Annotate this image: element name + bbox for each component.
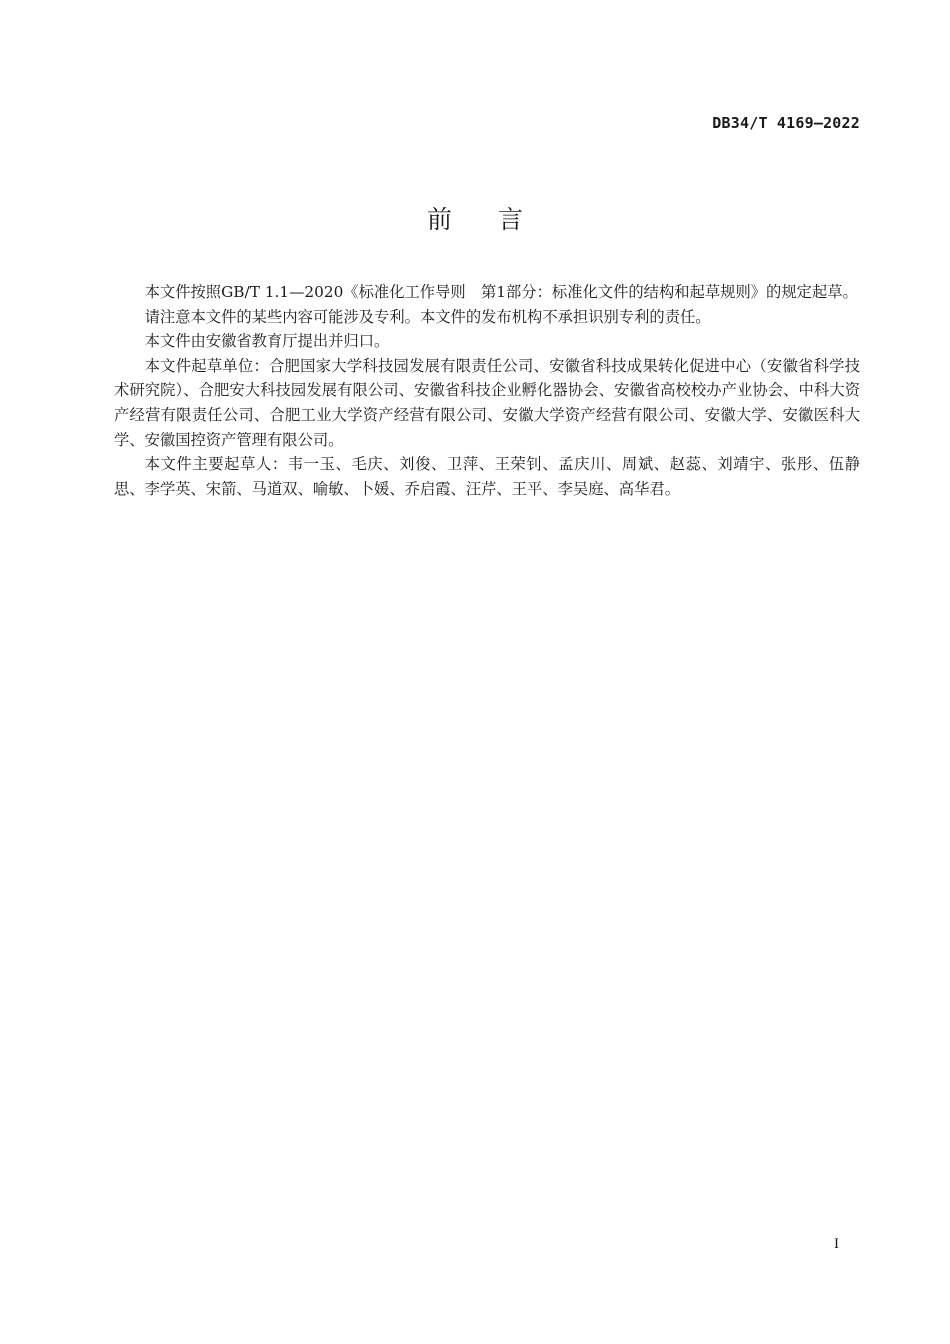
page-number: I: [834, 1236, 839, 1252]
paragraph-drafters: 本文件主要起草人：韦一玉、毛庆、刘俊、卫萍、王荣钊、孟庆川、周斌、赵蕊、刘靖宇、张彤、伍静思、李学英、宋箭、马道双、喻敏、卜媛、乔启霞、汪芹、王平、李吴庭、高华君。: [114, 455, 860, 498]
paragraph-proposer: 本文件由安徽省教育厅提出并归口。: [144, 332, 390, 351]
document-code: DB34/T 4169—2022: [712, 114, 860, 132]
paragraph-patent-notice: 请注意本文件的某些内容可能涉及专利。本文件的发布机构不承担识别专利的责任。: [144, 307, 711, 326]
paragraph-drafting-rules: 本文件按照GB/T 1.1—2020《标准化工作导则 第1部分：标准化文件的结构和起草规则》的规定起草。: [144, 283, 858, 301]
foreword-body: [114, 280, 860, 501]
paragraph-drafting-units: 本文件起草单位：合肥国家大学科技园发展有限责任公司、安徽省科技成果转化促进中心（安徽省科学技术研究院）、合肥安大科技园发展有限公司、安徽省科技企业孵化器协会、安徽省高校校办产业协会、中科大资产经营有限责任公司、合肥工业大学资产经营有限公司、安徽大学资产经营有限公司、安徽大学、安徽医科大学、安徽国控资产管理有限公司。: [114, 356, 860, 449]
page-title: 前言: [426, 205, 569, 234]
